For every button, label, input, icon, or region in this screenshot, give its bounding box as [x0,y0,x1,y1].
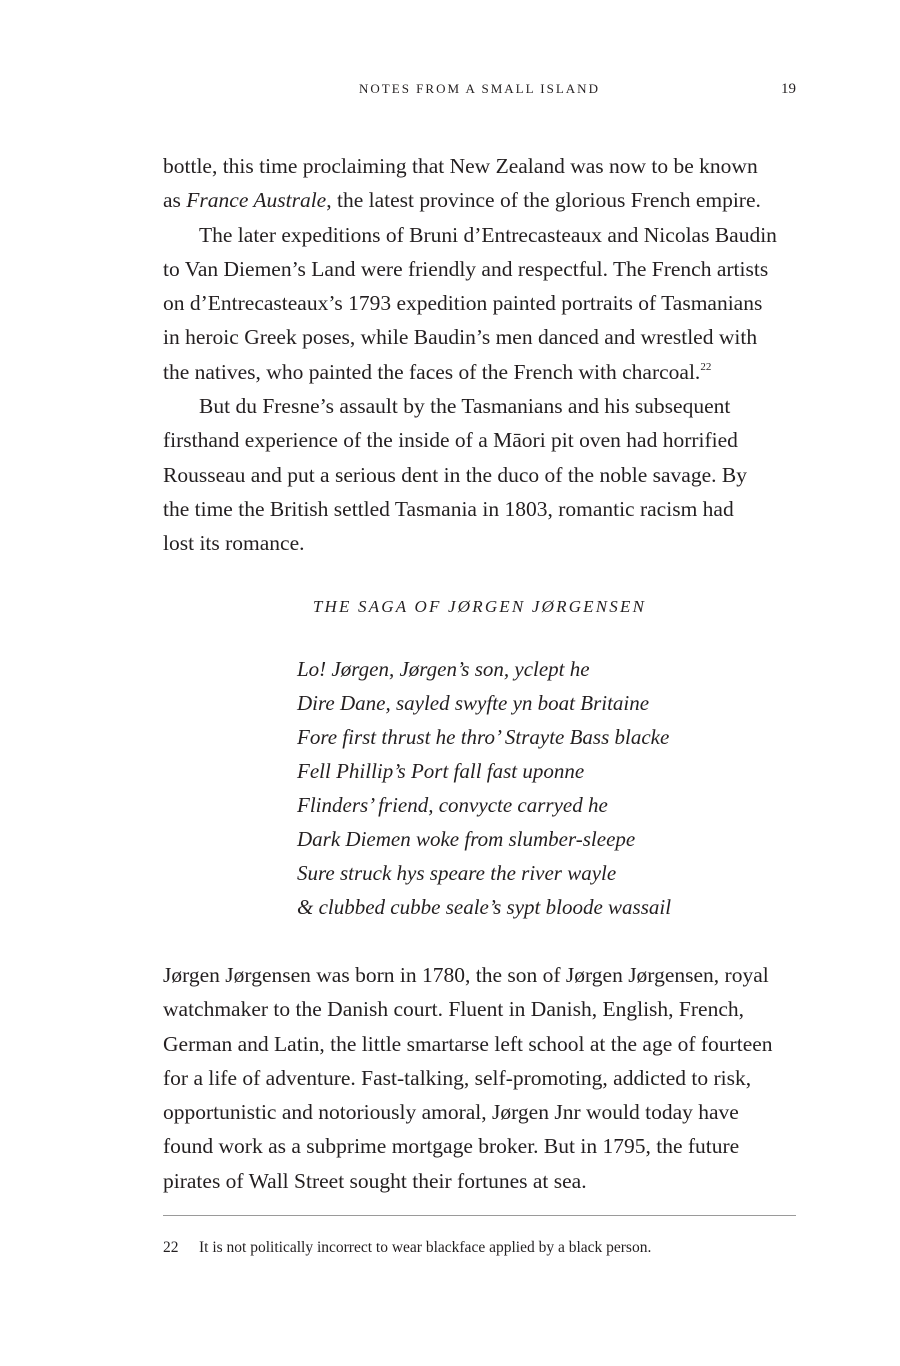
paragraph-line: watchmaker to the Danish court. Fluent in Danish, English, French, [163,997,744,1022]
paragraph-line: found work as a subprime mortgage broker. But in 1795, the future [163,1134,740,1159]
body-text-top [163,149,796,561]
poem-line: Dark Diemen woke from slumber-sleepe [297,827,636,851]
poem-line: Sure struck hys speare the river wayle [297,861,617,885]
paragraph-line: the time the British settled Tasmania in 1803, romantic racism had [163,496,734,521]
paragraph-line: pirates of Wall Street sought their fortunes at sea. [163,1168,587,1193]
paragraph-line: lost its romance. [163,531,305,556]
footnote [163,1237,796,1259]
running-title: NOTES FROM A SMALL ISLAND [359,81,600,96]
paragraph-line: to Van Diemen’s Land were friendly and respectful. The French artists [163,256,769,281]
poem-line: & clubbed cubbe seale’s sypt bloode wassail [297,895,672,919]
paragraph-line: The later expeditions of Bruni d’Entrecasteaux and Nicolas Baudin [199,222,777,247]
page-number: 19 [781,81,796,97]
paragraph-line [163,355,796,389]
paragraph-line: Rousseau and put a serious dent in the duco of the noble savage. By [163,462,747,487]
footnote-reference[interactable]: 22 [700,360,712,373]
poem-line: Fell Phillip’s Port fall fast uponne [297,759,585,783]
paragraph-line: German and Latin, the little smartarse left school at the age of fourteen [163,1031,773,1056]
paragraph-line-text: the natives, who painted the faces of the French with charcoal. [163,359,701,384]
paragraph-line [163,183,796,217]
paragraph-line-text: as [163,188,187,213]
paragraph-line: firsthand experience of the inside of a Māori pit oven had horrified [163,428,738,453]
footnote-number: 22 [163,1239,179,1256]
paragraph-line: in heroic Greek poses, while Baudin’s men danced and wrestled with [163,325,758,350]
paragraph-line: But du Fresne’s assault by the Tasmanians and his subsequent [199,394,731,419]
paragraph-line-text: , the latest province of the glorious French empire. [326,188,761,213]
poem-verse [297,652,671,924]
paragraph-line: on d’Entrecasteaux’s 1793 expedition painted portraits of Tasmanians [163,291,763,316]
poem-line: Dire Dane, sayled swyfte yn boat Britaine [297,691,650,715]
poem-line: Lo! Jørgen, Jørgen’s son, yclept he [297,657,590,681]
paragraph-line: for a life of adventure. Fast-talking, self-promoting, addicted to risk, [163,1065,752,1090]
poem-line: Fore first thrust he thro’ Strayte Bass blacke [297,725,670,749]
footnote-text: It is not politically incorrect to wear blackface applied by a black person. [199,1239,652,1256]
body-text-bottom [163,958,796,1198]
running-head [163,79,796,99]
italic-title: France Australe [186,188,327,213]
paragraph-line [163,149,796,183]
poem-title: THE SAGA OF JØRGEN JØRGENSEN [312,597,647,616]
poem-line: Flinders’ friend, convycte carryed he [297,793,608,817]
paragraph-line: opportunistic and notoriously amoral, Jørgen Jnr would today have [163,1100,739,1125]
footnote-divider [163,1215,796,1216]
paragraph-line-text: bottle, this time proclaiming that New Zealand was now to be known [163,154,758,178]
paragraph-line: Jørgen Jørgensen was born in 1780, the son of Jørgen Jørgensen, royal [163,963,769,987]
